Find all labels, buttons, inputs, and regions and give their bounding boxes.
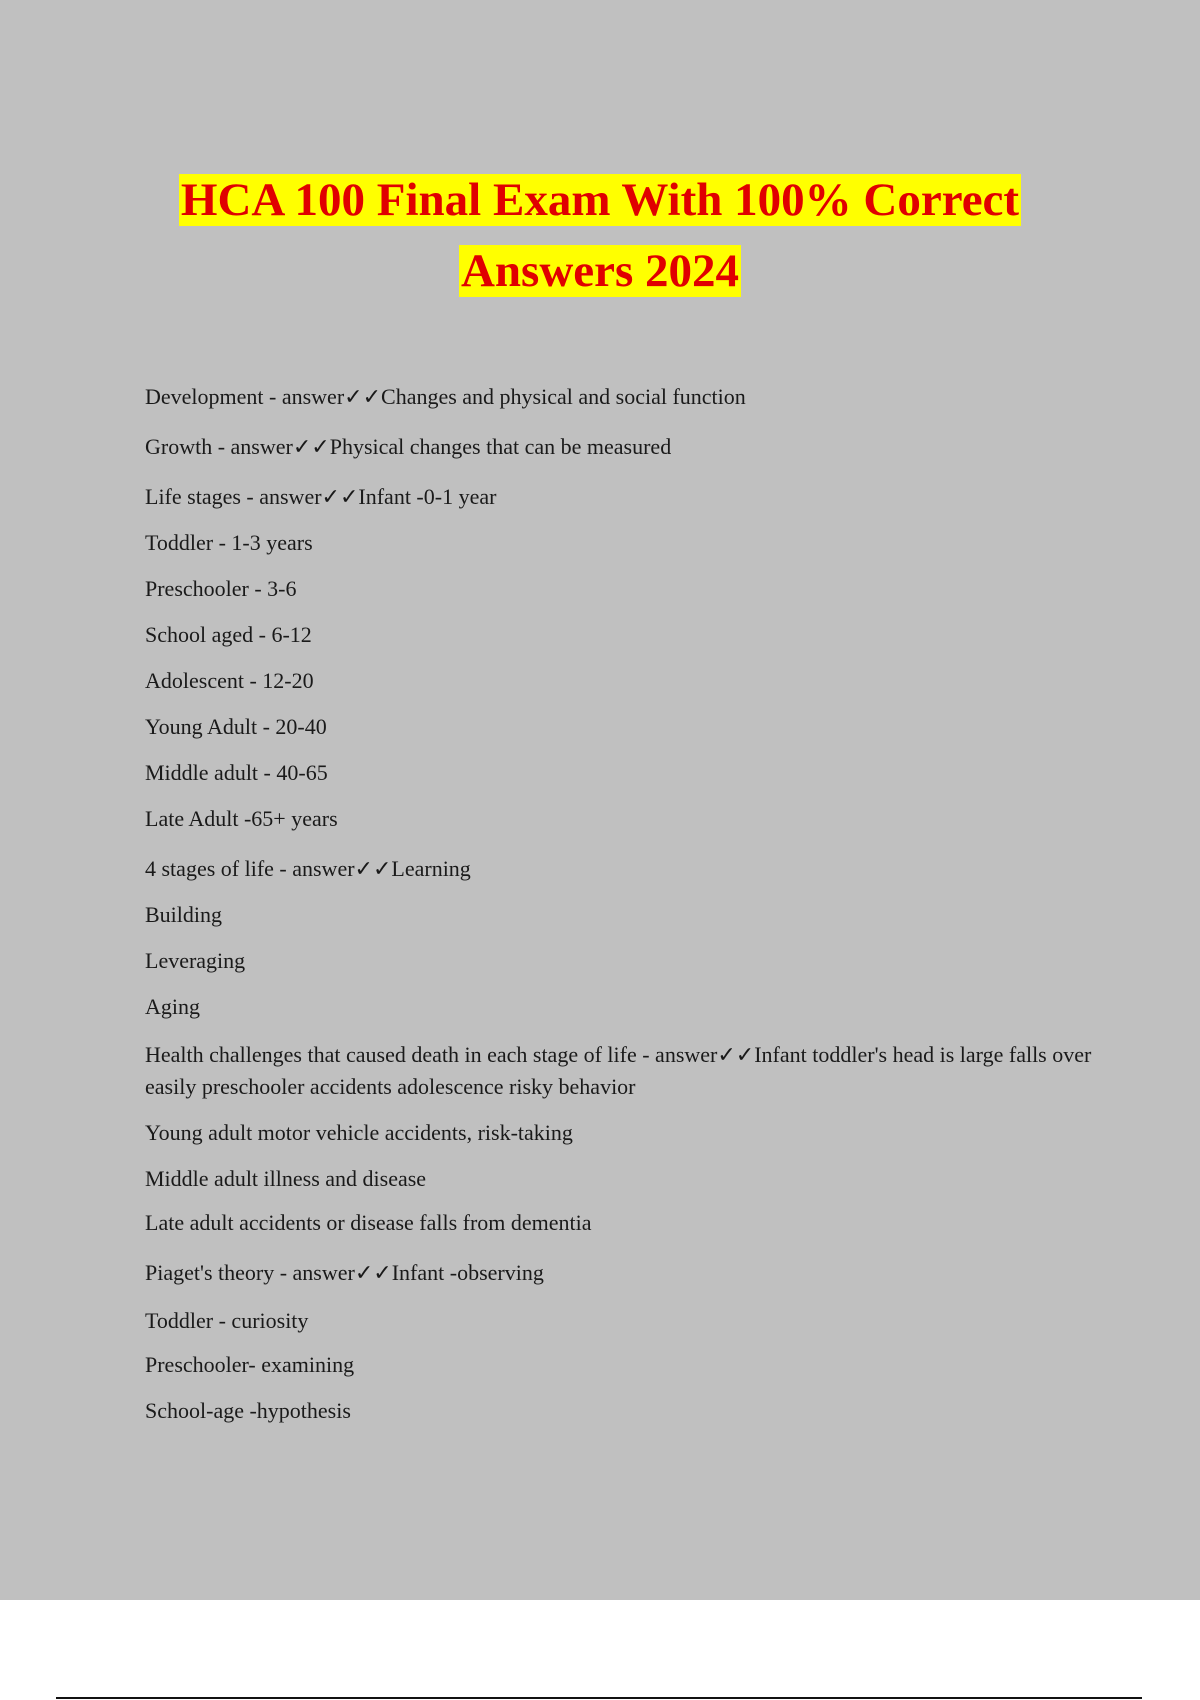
qa-entry-life-stages: Life stages - answer✓✓Infant -0-1 year: [145, 484, 497, 509]
list-item: Aging: [145, 994, 200, 1019]
title-line-2: [0, 241, 1200, 312]
list-item: School-age -hypothesis: [145, 1398, 351, 1423]
qa-entry-development: Development - answer✓✓Changes and physical and social function: [145, 384, 746, 409]
list-item: Late Adult -65+ years: [145, 806, 338, 831]
title-text-1: HCA 100 Final Exam With 100% Correct: [180, 174, 1020, 226]
footer-divider: [56, 1697, 1142, 1699]
qa-list: [145, 381, 1105, 1427]
list-item: Adolescent - 12-20: [145, 668, 314, 693]
list-item: Late adult accidents or disease falls from dementia: [145, 1210, 592, 1235]
list-item: Young Adult - 20-40: [145, 714, 327, 739]
qa-entry-piaget: Piaget's theory - answer✓✓Infant -observing: [145, 1260, 544, 1285]
list-item: Building: [145, 902, 223, 927]
list-item: Preschooler- examining: [145, 1352, 355, 1377]
page-title: [0, 170, 1200, 312]
list-item: Preschooler - 3-6: [145, 576, 297, 601]
list-item: Middle adult - 40-65: [145, 760, 328, 785]
list-item: Toddler - curiosity: [145, 1308, 309, 1333]
list-item: Leveraging: [145, 948, 246, 973]
list-item: Middle adult illness and disease: [145, 1166, 427, 1191]
qa-entry-four-stages: 4 stages of life - answer✓✓Learning: [145, 856, 471, 881]
qa-entry-health-challenges: Health challenges that caused death in each stage of life - answer✓✓Infant toddler's head is large falls over easily preschooler accidents adolescence risky behavior: [145, 1042, 1092, 1099]
list-item: Toddler - 1-3 years: [145, 530, 313, 555]
title-line-1: [0, 170, 1200, 241]
list-item: Young adult motor vehicle accidents, risk-taking: [145, 1120, 573, 1145]
qa-entry-growth: Growth - answer✓✓Physical changes that can be measured: [145, 434, 672, 459]
title-text-2: Answers 2024: [460, 245, 740, 297]
list-item: School aged - 6-12: [145, 622, 312, 647]
